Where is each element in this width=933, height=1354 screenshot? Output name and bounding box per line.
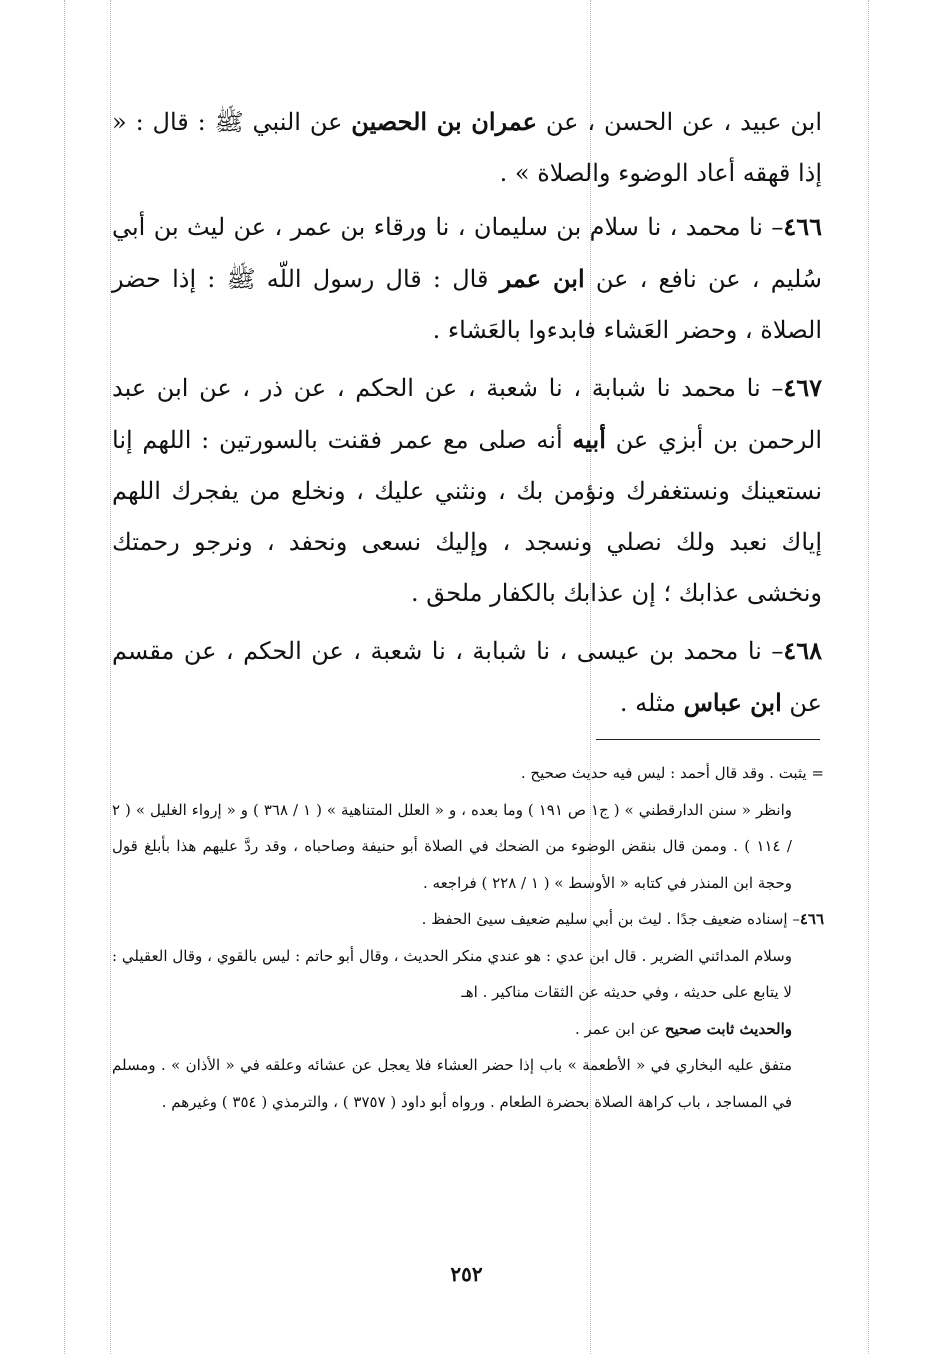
hadith-number: ٤٦٧ [783,373,822,402]
narrator-name: ابن عمر [499,264,585,293]
hadith-468: ٤٦٨– نا محمد بن عيسى ، نا شبابة ، نا شعبة ، عن الحكم ، عن مقسم عن ابن عباس مثله . [112,636,822,717]
scan-guide-line [868,0,869,1354]
hadith-467: ٤٦٧– نا محمد نا شبابة ، نا شعبة ، عن الحكم ، عن ذر ، عن ابن عبد الرحمن بن أبزي عن أبيه أنه صلى مع عمر فقنت بالسورتين : اللهم إنا نستعينك ونستغفرك ونؤمن بك ، ونثني عليك ، ونخلع من يفجرك اللهم إياك نعبد ولك نصلي ونسجد ، وإليك نسعى ونحفد ، ونرجو رحمتك ونخشى عذابك ؛ إن عذابك بالكفار ملحق . [112,373,822,607]
main-text [112,96,822,735]
footnotes [112,755,824,1120]
narrator-name: عمران بن الحصين [351,107,537,136]
scan-guide-line [110,0,111,1354]
footnote-continuation: = يثبت . وقد قال أحمد : ليس فيه حديث صحيح . [520,764,824,782]
footnote-takhrij: متفق عليه البخاري في « الأطعمة » باب إذا حضر العشاء فلا يعجل عن عشائه وعلقه في « الأذان » . ومسلم في المساجد ، باب كراهة الصلاة بحضرة الطعام . ورواه أبو داود ( ٣٧٥٧ ) ، والترمذي ( ٣٥٤ ) وغيرهم . [112,1056,792,1111]
footnote-references: وانظر « سنن الدارقطني » ( ج١ ص ١٩١ ) وما بعده ، و « العلل المتناهية » ( ١ / ٣٦٨ ) و « إرواء الغليل » ( ٢ / ١١٤ ) . وممن قال بنقض الوضوء من الضحك في الصلاة أبو حنيفة وصاحباه ، وقد ردَّ عليهم هذا بأبلغ قول وحجة ابن المنذر في كتابه « الأوسط » ( ١ / ٢٢٨ ) فراجعه . [112,800,793,892]
scan-guide-line [64,0,65,1354]
footnote-divider [596,739,820,740]
footnote-authenticity: والحديث ثابت صحيح عن ابن عمر . [574,1019,792,1038]
hadith-466: ٤٦٦– نا محمد ، نا سلام بن سليمان ، نا ورقاء بن عمر ، عن ليث بن أبي سُليم ، عن نافع ، عن ابن عمر قال : قال رسول اللّه ﷺ : إذا حضر الصلاة ، وحضر العَشاء فابدءوا بالعَشاء . [112,212,822,344]
footnote-number: ٤٦٦ [799,910,824,928]
hadith-number: ٤٦٨ [783,636,822,665]
hadith-continuation: ابن عبيد ، عن الحسن ، عن عمران بن الحصين عن النبي ﷺ : قال : « إذا قهقه أعاد الوضوء والصلاة » . [112,107,823,187]
footnote-466: ٤٦٦– إسناده ضعيف جدًا . ليث بن أبي سليم ضعيف سيئ الحفظ . [421,910,824,928]
footnote-narrator-note: وسلام المدائني الضرير . قال ابن عدي : هو عندي منكر الحديث ، وقال أبو حاتم : ليس بالقوي ، وقال العقيلي : لا يتابع على حديثه ، وفي حديثه عن الثقات مناكير . اهـ [112,946,792,1001]
narrator-name: ابن عباس [683,688,782,717]
narrator-name: أبيه [572,425,606,454]
page-number: ٢٥٢ [450,1262,483,1286]
hadith-number: ٤٦٦ [783,212,822,241]
